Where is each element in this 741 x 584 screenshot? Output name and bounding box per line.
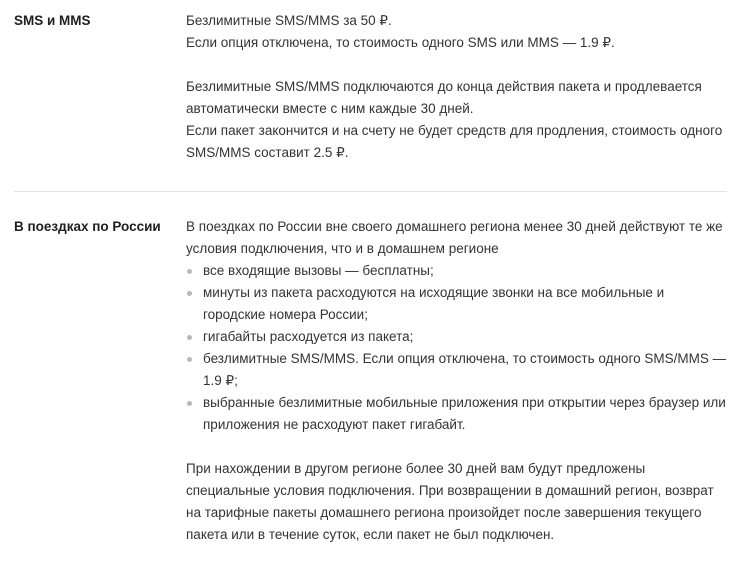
list-item-text: гигабайты расходуется из пакета;	[203, 329, 414, 344]
bullet-dot-icon	[187, 401, 192, 406]
spacer	[186, 54, 727, 76]
section-travel-russia	[14, 216, 727, 546]
section-content-travel-russia	[186, 216, 727, 546]
list-item	[186, 348, 727, 392]
bullet-dot-icon	[187, 269, 192, 274]
section-sms-mms	[14, 10, 727, 164]
section-content-sms-mms	[186, 10, 727, 164]
list-item-text: минуты из пакета расходуются на исходящие звонки на все мобильные и городские номера России;	[203, 285, 665, 322]
conditions-list	[186, 260, 727, 436]
list-item	[186, 326, 727, 348]
list-item	[186, 282, 727, 326]
bullet-dot-icon	[187, 357, 192, 362]
list-item-text: все входящие вызовы — бесплатны;	[203, 263, 434, 278]
paragraph: Если опция отключена, то стоимость одного SMS или MMS — 1.9 ₽.	[186, 35, 615, 50]
list-item-text: безлимитные SMS/MMS. Если опция отключена, то стоимость одного SMS/MMS — 1.9 ₽;	[203, 351, 727, 388]
paragraph: В поездках по России вне своего домашнего региона менее 30 дней действуют те же условия подключения, что и в домашнем регионе	[186, 219, 723, 256]
list-item	[186, 260, 727, 282]
paragraph: Безлимитные SMS/MMS за 50 ₽.	[186, 13, 392, 28]
list-item-text: выбранные безлимитные мобильные приложения при открытии через браузер или приложения не расходуют пакет гигабайт.	[203, 395, 726, 432]
section-title-sms-mms: SMS и MMS	[14, 13, 91, 28]
bullet-dot-icon	[187, 335, 192, 340]
paragraph: Если пакет закончится и на счету не будет средств для продления, стоимость одного SMS/MMS составит 2.5 ₽.	[186, 123, 723, 160]
section-title-travel-russia: В поездках по России	[14, 219, 161, 234]
paragraph: Безлимитные SMS/MMS подключаются до конца действия пакета и продлевается автоматически вместе с ним каждые 30 дней.	[186, 79, 702, 116]
bullet-dot-icon	[187, 291, 192, 296]
paragraph: При нахождении в другом регионе более 30 дней вам будут предложены специальные условия подключения. При возвращении в домашний регион, возврат на тарифные пакеты домашнего региона произойдет после завершения текущего пакета или в течение суток, если пакет не был подключен.	[186, 461, 714, 542]
section-divider	[14, 191, 727, 192]
list-item	[186, 392, 727, 436]
